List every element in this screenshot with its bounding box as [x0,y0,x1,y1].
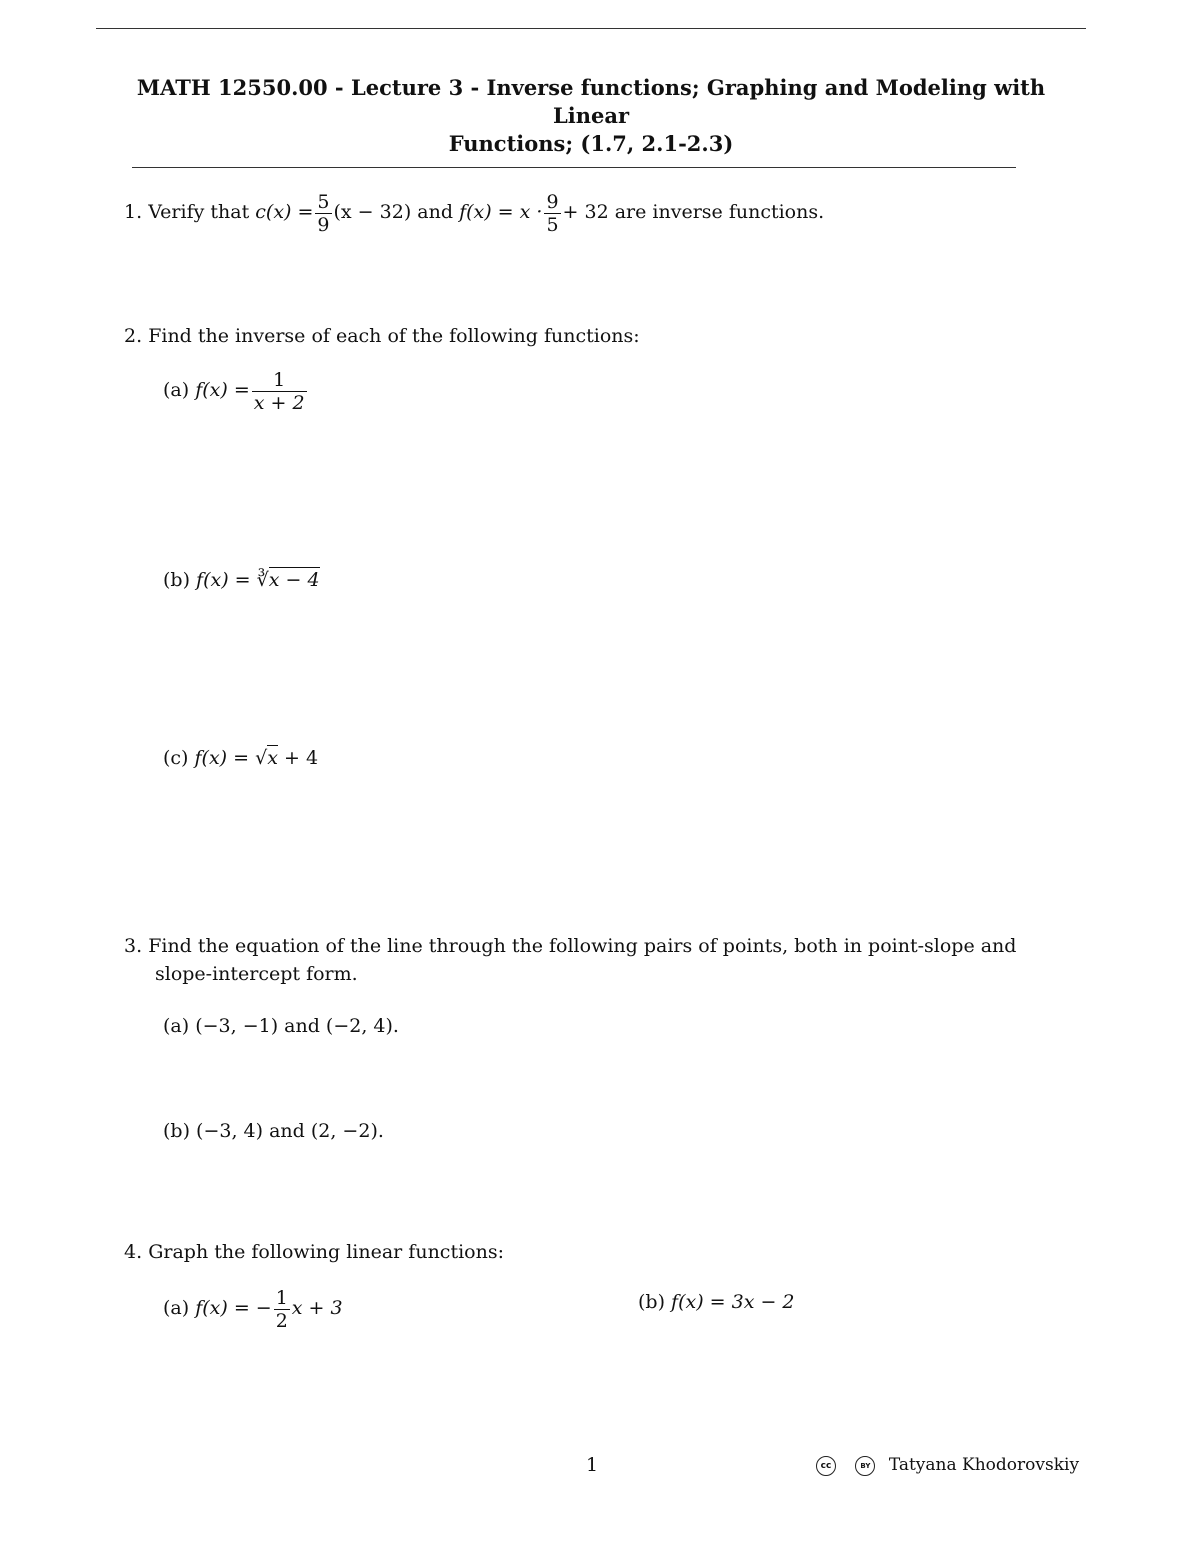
license-footer [816,1453,1079,1477]
square-root-symbol: √ [255,747,268,769]
problem-2c-radicand: x [267,747,278,769]
page-number: 1 [586,1454,599,1476]
f-fraction [544,191,560,236]
c-fraction-den: 9 [317,213,330,236]
c-fraction-num: 5 [317,190,330,213]
problem-4a-den: 2 [275,1309,288,1332]
problem-4-text: Graph the following linear functions: [148,1241,504,1263]
problem-3b [163,1119,384,1143]
f-fraction-num: 9 [546,190,559,213]
problem-1-outro: are inverse functions. [614,201,825,223]
problem-4a-rest: x + 3 [291,1297,343,1319]
c-function-lhs: c(x) = [255,201,314,223]
title-line-2: Functions; (1.7, 2.1-2.3) [448,131,734,156]
author-name: Tatyana Khodorovskiy [888,1455,1080,1475]
creative-commons-icon: cc [816,1456,836,1476]
page-title [96,74,1086,158]
problem-2a-lhs: f(x) = [195,379,250,401]
problem-2b-label: (b) [163,569,190,591]
problem-3a-text: (−3, −1) and (−2, 4). [195,1015,399,1037]
c-function-rest: (x − 32) [333,201,412,223]
f-function-rest: + 32 [562,201,609,223]
problem-4b-expr: f(x) = 3x − 2 [671,1291,795,1313]
problem-3b-label: (b) [163,1120,190,1142]
problem-4a-lhs: f(x) = − [195,1297,272,1319]
f-function-lhs: f(x) = x · [459,201,543,223]
problem-4a-label: (a) [163,1297,190,1319]
problem-2a [163,366,309,414]
problem-2b-radicand: x − 4 [268,569,320,591]
problem-4b-label: (b) [638,1291,665,1313]
top-rule [96,28,1086,29]
problem-3-text-line-1: Find the equation of the line through the following pairs of points, both in point-slope and [148,935,1017,957]
problem-2c-lhs: f(x) = [194,747,250,769]
problem-1-conj: and [417,201,454,223]
title-rule [132,167,1016,168]
problem-2a-label: (a) [163,379,190,401]
problem-3-text-line-2: slope-intercept form. [155,963,358,985]
problem-4a-num: 1 [275,1286,288,1309]
attribution-icon: BY [855,1456,875,1476]
problem-2c-rest: + 4 [283,747,319,769]
problem-1-number: 1. [124,201,143,223]
problem-1-intro: Verify that [148,201,250,223]
problem-2-text: Find the inverse of each of the following functions: [148,325,640,347]
problem-3-number: 3. [124,935,143,957]
problem-3a-label: (a) [163,1015,190,1037]
problem-3 [124,934,1016,958]
problem-4b [638,1290,795,1314]
problem-2b [163,568,320,592]
title-line-1: MATH 12550.00 - Lecture 3 - Inverse functions; Graphing and Modeling with Linear [136,75,1046,128]
problem-2-number: 2. [124,325,143,347]
problem-2c-label: (c) [163,747,189,769]
problem-4-number: 4. [124,1241,143,1263]
problem-4 [124,1240,504,1264]
problem-4a [163,1284,343,1332]
problem-1 [124,188,824,236]
cube-root-symbol: ∛ [256,569,269,591]
problem-4a-fraction [274,1287,290,1332]
f-fraction-den: 5 [546,213,559,236]
problem-2 [124,324,640,348]
c-fraction [315,191,331,236]
problem-2a-den: x + 2 [253,391,305,414]
problem-2b-lhs: f(x) = [196,569,251,591]
problem-3-continued [155,962,358,986]
problem-2a-fraction [252,369,307,414]
problem-3b-text: (−3, 4) and (2, −2). [196,1120,384,1142]
problem-3a [163,1014,399,1038]
problem-2a-num: 1 [273,368,286,391]
problem-2c [163,746,318,770]
